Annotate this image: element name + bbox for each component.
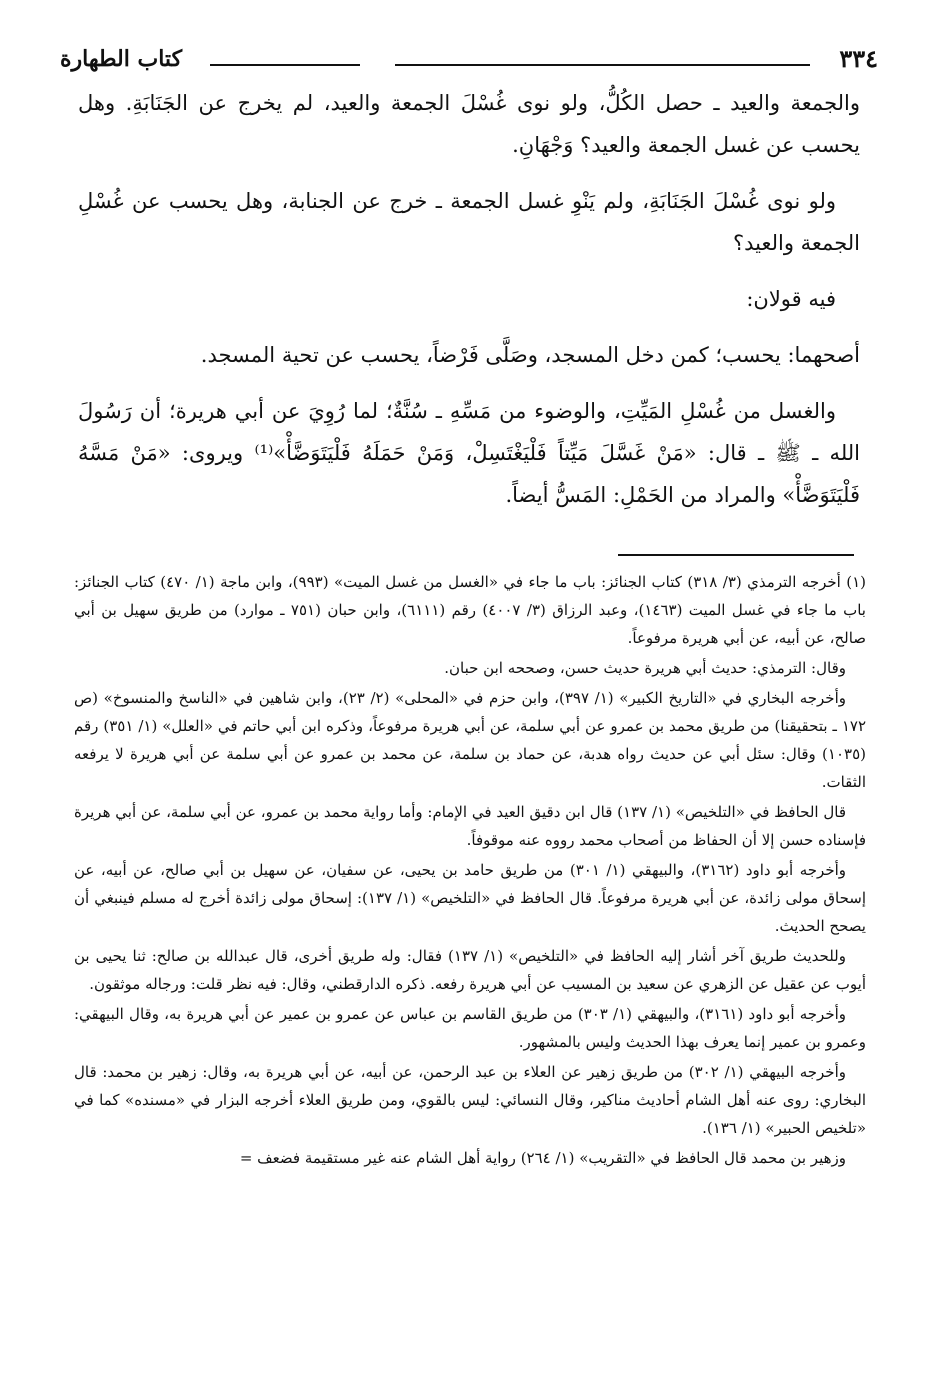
body-paragraph: أصحهما: يحسب؛ كمن دخل المسجد، وصَلَّى فَرْضاً، يحسب عن تحية المسجد.: [200, 343, 860, 367]
footnote-paragraph: وقال: الترمذي: حديث أبي هريرة حديث حسن، وصححه ابن حبان.: [444, 659, 846, 677]
page-header: [60, 42, 878, 76]
body-paragraph: فيه قولان:: [746, 287, 836, 311]
body-paragraph: والغسل من غُسْلِ المَيِّتِ، والوضوء من مَسِّهِ ـ سُنَّةٌ؛ لما رُوِيَ عن أبي هريرة؛ أن رَسُولَ الله ـ ﷺ ـ قال: «مَنْ غَسَّلَ مَيِّتاً فَلْيَغْتَسِلْ، وَمَنْ حَمَلَهُ فَلْيَتَوَضَّأْ»⁽¹⁾ ويروى: «مَنْ مَسَّهُ فَلْيَتَوَضَّأْ» والمراد من الحَمْلِ: المَسُّ أيضاً.: [78, 399, 861, 507]
footnote-paragraph: قال الحافظ في «التلخيص» (١/ ١٣٧) قال ابن دقيق العيد في الإمام: وأما رواية محمد بن عمرو، عن أبي سلمة، عن أبي هريرة فإسناده حسن إلا أن الحفاظ من أصحاب محمد رووه عنه موقوفاً.: [74, 803, 866, 849]
footnote-paragraph: وأخرجه البخاري في «التاريخ الكبير» (١/ ٣٩٧)، وابن حزم في «المحلى» (٢/ ٢٣)، وابن شاهين في «الناسخ والمنسوخ» (ص ١٧٢ ـ بتحقيقنا) من طريق محمد بن عمرو عن أبي سلمة، عن أبي هريرة مرفوعاً، وذكره ابن أبي حاتم في «العلل» (١/ ٣٥١) رقم (١٠٣٥) وقال: سئل أبي عن حديث رواه هدبة، عن حماد بن سلمة، عن محمد بن عمرو عن أبي سلمة عن أبي هريرة لا يرفعه الثقات.: [74, 689, 866, 791]
footnote-paragraph: (١) أخرجه الترمذي (٣/ ٣١٨) كتاب الجنائز: باب ما جاء في «الغسل من غسل الميت» (٩٩٣)، وابن ماجة (١/ ٤٧٠) كتاب الجنائز: باب ما جاء في غسل الميت (١٤٦٣)، وعبد الرزاق (٣/ ٤٠٠٧) رقم (٦١١١)، وابن حبان (٧٥١ ـ موارد) من طريق سهيل بن أبي صالح، عن أبيه، عن أبي هريرة مرفوعاً.: [74, 573, 867, 647]
running-title: كتاب الطهارة: [60, 46, 183, 72]
footnote-paragraph: وزهير بن محمد قال الحافظ في «التقريب» (١/ ٢٦٤) رواية أهل الشام عنه غير مستقيمة فضعف =: [239, 1149, 846, 1167]
body-paragraph: ولو نوى غُسْلَ الجَنَابَةِ، ولم يَنْوِ غسل الجمعة ـ خرج عن الجنابة، وهل يحسب عن غُسْلِ الجمعة والعيد؟: [78, 189, 860, 255]
body-paragraph: والجمعة والعيد ـ حصل الكُلُّ، ولو نوى غُسْلَ الجمعة والعيد، لم يخرج عن الجَنَابَةِ. وهل يحسب عن غسل الجمعة والعيد؟ وَجْهَانِ.: [78, 91, 860, 157]
footnote-paragraph: وأخرجه أبو داود (٣١٦١)، والبيهقي (١/ ٣٠٣) من طريق القاسم بن عباس عن عمرو بن عمير عن أبي هريرة به، وقال البيهقي: وعمرو بن عمير إنما يعرف بهذا الحديث وليس بالمشهور.: [74, 1005, 866, 1051]
footnote-paragraph: وللحديث طريق آخر أشار إليه الحافظ في «التلخيص» (١/ ١٣٧) فقال: وله طريق أخرى، قال عبدالله بن صالح: ثنا يحيى بن أيوب عن عقيل عن الزهري عن سعيد بن المسيب عن أبي هريرة رفعه. ذكره الدارقطني، وقال: فيه نظر قلت: ورجاله موثقون.: [74, 947, 866, 993]
header-rule-right: [395, 64, 810, 66]
page-number: ٣٣٤: [839, 44, 878, 73]
main-text: [78, 82, 860, 530]
footnote-paragraph: وأخرجه البيهقي (١/ ٣٠٢) من طريق زهير عن العلاء بن عبد الرحمن، عن أبيه، عن أبي هريرة به، وقال: زهير بن محمد: قال البخاري: روى عنه أهل الشام أحاديث مناكير، وقال النسائي: ليس بالقوي، ومن طريق العلاء أخرجه البزار في «مسنده» كما في «تلخيص الحبير» (١/ ١٣٦).: [74, 1063, 866, 1137]
footnote-paragraph: وأخرجه أبو داود (٣١٦٢)، والبيهقي (١/ ٣٠١) من طريق حامد بن يحيى، عن سفيان، عن سهيل بن أبي صالح، عن أبيه، عن إسحاق مولى زائدة، عن أبي هريرة مرفوعاً. قال الحافظ في «التلخيص» (١/ ١٣٧): إسحاق مولى زائدة أخرج له مسلم فينبغي أن يصحح الحديث.: [74, 861, 866, 935]
footnote-separator: [618, 554, 854, 556]
header-rule-left: [210, 64, 360, 66]
footnotes: [74, 568, 866, 1174]
